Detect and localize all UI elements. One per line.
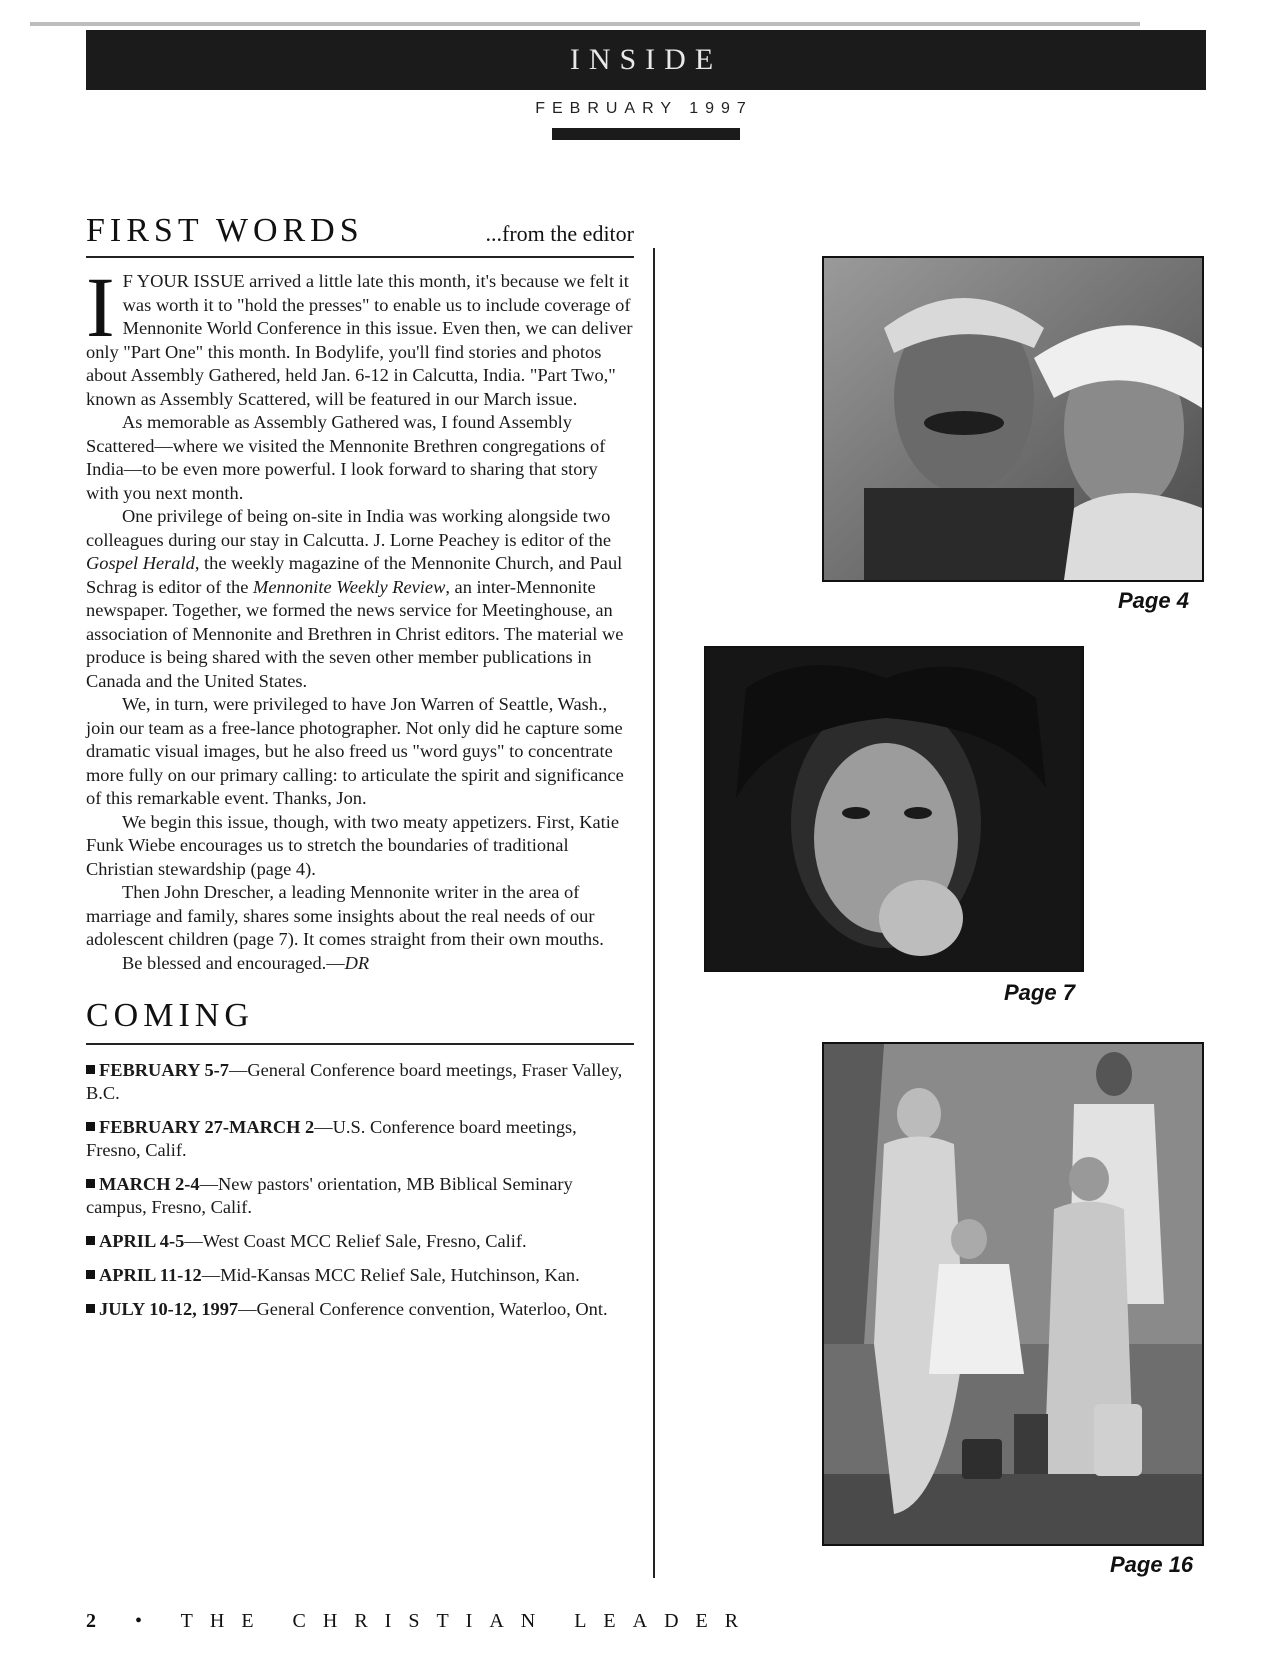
- date-underline-bar: [552, 128, 740, 140]
- editorial-paragraph: We begin this issue, though, with two meaty appetizers. First, Katie Funk Wiebe encourages us to stretch the boundaries of traditional Christian stewardship (page 4).: [86, 811, 620, 879]
- photo-caption: Page 4: [1118, 588, 1189, 613]
- top-rule: [30, 22, 1140, 26]
- publication-name: Mennonite Weekly Review: [253, 576, 446, 597]
- issue-date: FEBRUARY 1997: [535, 100, 753, 117]
- photo-caption: Page 16: [1110, 1552, 1194, 1577]
- page-footer: [86, 1610, 755, 1633]
- bullet-square-icon: [86, 1270, 95, 1279]
- editorial-paragraph: I F YOUR ISSUE arrived a little late this month, it's because we felt it was worth it to "hold the presses" to enable us to include coverage of Mennonite World Conference in this issue. Even then, we can deliver only "Part One" this month. In Bodylife, you'll find stories and photos about Assembly Gathered, held Jan. 6-12 in Calcutta, India. "Part Two," known as Assembly Scattered, will be featured in our March issue.: [86, 259, 633, 409]
- editorial-text: [86, 259, 634, 975]
- editorial-paragraph: Then John Drescher, a leading Mennonite writer in the area of marriage and family, shares some insights about the real needs of our adolescent children (page 7). It comes straight from their own mouths.: [86, 882, 604, 949]
- footer-bullet: •: [135, 1610, 160, 1632]
- coming-header: [86, 997, 634, 1045]
- couple-photo-image: [824, 258, 1202, 580]
- bullet-square-icon: [86, 1304, 95, 1313]
- photo-caption: Page 7: [1004, 980, 1075, 1005]
- editorial-paragraph: We, in turn, were privileged to have Jon Warren of Seattle, Wash., join our team as a free-lance photographer. Not only did he capture some dramatic visual images, but he also freed us "word guys" to concentrate more fully on our primary calling: to articulate the spirit and significance of this remarkable event. Thanks, Jon.: [86, 694, 624, 808]
- event-date: APRIL 4-5: [99, 1231, 185, 1251]
- bullet-square-icon: [86, 1065, 95, 1074]
- page-number: 2: [86, 1610, 113, 1632]
- first-words-subtitle: ...from the editor: [485, 221, 634, 246]
- photo-page-4: [822, 256, 1204, 582]
- photo-page-7: [704, 646, 1084, 972]
- publication-title: THE CHRISTIAN LEADER: [180, 1610, 756, 1632]
- event-item: MARCH 2-4—New pastors' orientation, MB Biblical Seminary campus, Fresno, Calif.: [86, 1174, 573, 1217]
- event-item: JULY 10-12, 1997—General Conference convention, Waterloo, Ont.: [86, 1298, 634, 1321]
- event-date: MARCH 2-4: [99, 1174, 200, 1194]
- editorial-paragraph: As memorable as Assembly Gathered was, I found Assembly Scattered—where we visited the Mennonite Brethren congregations of India—to be even more powerful. I look forward to sharing that story with you next month.: [86, 412, 606, 503]
- event-item: APRIL 4-5—West Coast MCC Relief Sale, Fresno, Calif.: [86, 1230, 634, 1253]
- editorial-closing: Be blessed and encouraged.—DR: [122, 952, 370, 973]
- left-column: [86, 212, 634, 1332]
- first-words-header: [86, 212, 634, 258]
- coming-events-list: [86, 1059, 634, 1321]
- drop-cap: I: [86, 259, 115, 355]
- photo-page-16: [822, 1042, 1204, 1546]
- first-words-title: FIRST WORDS: [86, 212, 364, 249]
- event-item: FEBRUARY 27-MARCH 2—U.S. Conference board meetings, Fresno, Calif.: [86, 1117, 577, 1160]
- event-date: FEBRUARY 27-MARCH 2: [99, 1117, 315, 1137]
- editorial-paragraph: One privilege of being on-site in India was working alongside two colleagues during our stay in Calcutta. J. Lorne Peachey is editor of the Gospel Herald, the weekly magazine of the Mennonite Church, and Paul Schrag is editor of the Mennonite Weekly Review, an inter-Mennonite newspaper. Together, we formed the news service for Meetinghouse, an association of Mennonite and Brethren in Christ editors. The material we produce is being shared with the seven other member publications in Canada and the United States.: [86, 506, 624, 691]
- publication-name: Gospel Herald: [86, 553, 195, 573]
- editor-signature: DR: [344, 952, 370, 973]
- column-divider: [653, 248, 655, 1578]
- event-item: APRIL 11-12—Mid-Kansas MCC Relief Sale, Hutchinson, Kan.: [86, 1264, 634, 1287]
- event-date: APRIL 11-12: [99, 1265, 202, 1285]
- event-item: FEBRUARY 5-7—General Conference board meetings, Fraser Valley, B.C.: [86, 1060, 623, 1103]
- portrait-photo-image: [706, 648, 1082, 970]
- bullet-square-icon: [86, 1122, 95, 1131]
- group-photo-image: [824, 1044, 1202, 1544]
- event-date: JULY 10-12, 1997: [99, 1299, 239, 1319]
- section-title: INSIDE: [569, 43, 723, 76]
- inside-banner: [86, 30, 1206, 90]
- bullet-square-icon: [86, 1179, 95, 1188]
- bullet-square-icon: [86, 1236, 95, 1245]
- event-date: FEBRUARY 5-7: [99, 1060, 229, 1080]
- coming-title: COMING: [86, 997, 254, 1034]
